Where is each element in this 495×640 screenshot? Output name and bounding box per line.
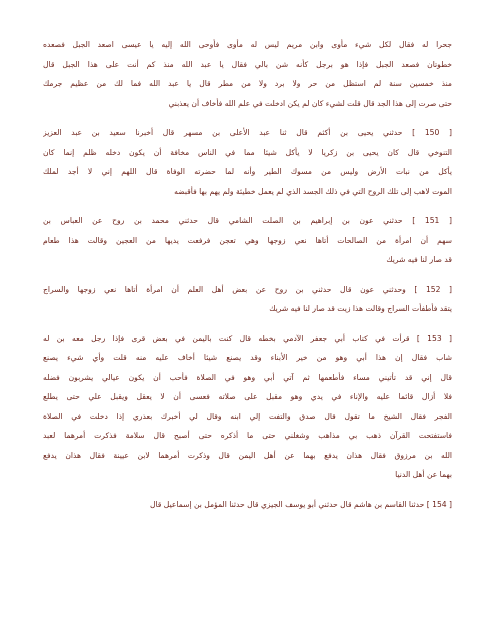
text-line: فاستفتحت القرآن ذهب بي مذاهب وشغلني حتى ما أذكره حتى أصبح قال سلامة فذكرت أمرهما لعبد <box>43 431 452 440</box>
text-line: منذ خمسين سنة لم استظل من حر ولا برد ولا من مطر قال يا عبد الله فما لك من عظيم جرمك <box>43 79 452 88</box>
text-line: خطوتان فصعد الجبل فإذا هو برجل كأنه شن بالي فقال يا عبد الله منذ كم أنت على هذا الجبل قال <box>43 59 452 69</box>
text-line: فلا أزال قائما عليه والإناء في يدي وهو مقبل على صلاته فعسى أن لا يعقل ويقبل علي حتى يطلع <box>43 392 452 401</box>
text-line: التنوخي قال كان يحيى بن زكريا لا يأكل شيئا مما في الناس مخافة أن يكون دخله ظلم إنما كان <box>43 147 452 157</box>
paragraph <box>43 495 452 515</box>
text-line: جحرا له فقال لكل شيء مأوى وابن مريم ليس له مأوى فأوحى الله إليه يا عيسى اصعد الجبل فصعده <box>43 40 452 49</box>
document-body <box>43 35 452 514</box>
text-line: [ 151 ] حدثني عون بن إبراهيم بن الصلت الشامي قال حدثني محمد بن روح عن العباس بن <box>43 216 452 225</box>
text-line: شاب فقال إن هذا أبي وهو من خير الأبناء وقد يصنع شيئا أخاف عليه منه قلت وأي شيء يصنع <box>43 353 452 362</box>
text-line: سهم أن امرأة من الصالحات أتاها نعي زوجها وهي تعجن فرفعت يديها من العجين وقالت هذا طعام <box>43 235 452 245</box>
text-line: [ 154 ] حدثنا القاسم بن هاشم قال حدثني أبو يوسف الجيزي قال حدثنا المؤمل بن إسماعيل قال <box>149 499 452 509</box>
text-line: قال إني قد تأتيني مساء فأطعمها ثم آتي أبي وهو في الصلاة فأحب أن يكون عيالي يشربون فضله <box>43 372 452 382</box>
text-line: حتى صرت إلى هذا الجد قال قلت لشيء كان لم يكن ادخلت في علم الله فأخاف أن يعذبني <box>168 98 452 108</box>
text-line: يأكل من نبات الأرض وليس من مسوك الطير وأنه لما حضرته الوفاة قال اللهم إني لا أجد لملك <box>43 167 452 176</box>
text-line: الفجر فقال الشيخ ما تقول قال صدق والتفت إلي ابنه وقال لي أخبرك بعذري إذا دخلت في الصلاة <box>43 411 452 421</box>
text-line: بهما عن أهل الدنيا <box>395 470 452 479</box>
text-line: قد صار لنا فيه شريك <box>386 255 452 264</box>
text-line: [ 153 ] قرأت في كتاب أبي جعفر الآدمي بخطه قال كنت باليمن في بعض قرى فإذا رجل معه بن له <box>43 333 452 343</box>
text-line: يتقد فأطفأت السراج وقالت هذا زيت قد صار لنا فيه شريك <box>269 304 452 313</box>
paragraph <box>43 280 452 319</box>
text-line: الله بن مرزوق فقال هذان يدفع بهما عن أهل اليمن قال وذكرت أمرهما لابن عيينة فقال هذان يدفع <box>43 450 452 460</box>
text-line: [ 150 ] حدثني يحيى بن أكثم قال ثنا عبد الأعلى بن مسهر قال أخبرنا سعيد بن عبد العزيز <box>43 128 452 137</box>
paragraph <box>43 211 452 270</box>
paragraph <box>43 35 452 113</box>
text-line: [ 152 ] وحدثني عون قال حدثني بن روح عن بعض أهل العلم أن امرأة أتاها نعي زوجها والسراج <box>43 284 452 294</box>
paragraph <box>43 329 452 485</box>
paragraph <box>43 123 452 201</box>
text-line: الموت لاهب إلى تلك الروح التي في ذلك الجسد الذي لم يعمل خطيئة ولم يهم بها فأقبضه <box>174 186 452 196</box>
